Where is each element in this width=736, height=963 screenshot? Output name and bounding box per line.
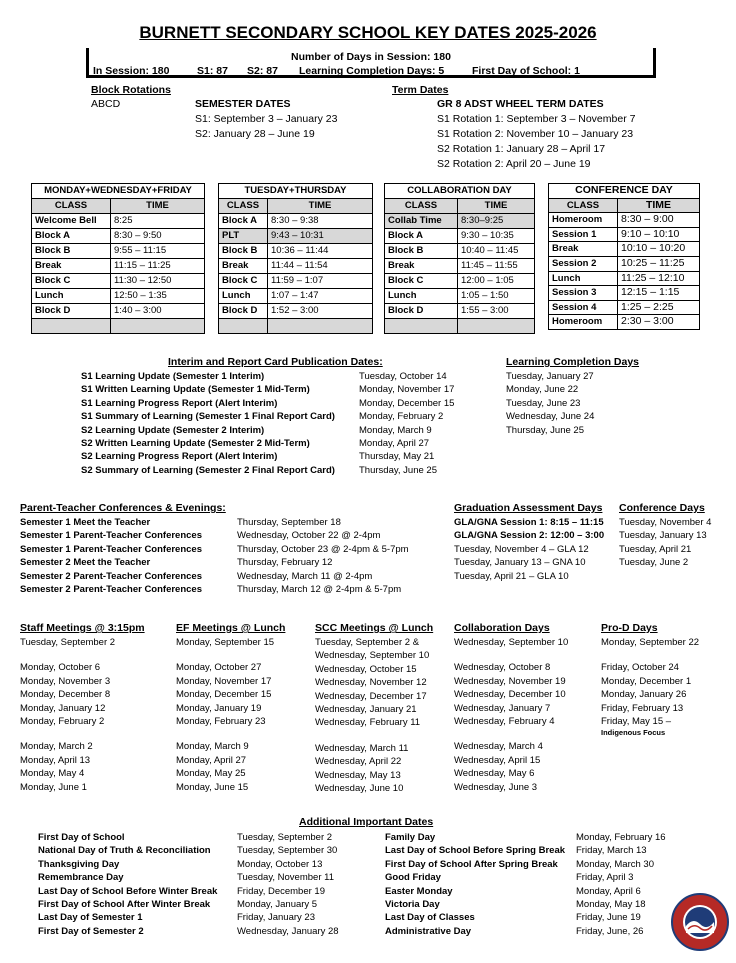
list-item: Tuesday, April 21 – GLA 10 xyxy=(454,570,569,582)
interim-date: Monday, February 2 xyxy=(359,411,444,423)
interim-date: Monday, December 15 xyxy=(359,397,455,409)
time-header: TIME xyxy=(458,199,535,214)
list-item: GLA/GNA Session 1: 8:15 – 11:15 xyxy=(454,517,604,528)
additional-header: Additional Important Dates xyxy=(299,816,434,828)
time-header: TIME xyxy=(268,199,373,214)
schedule-title: COLLABORATION DAY xyxy=(385,184,535,199)
ptc-date: Wednesday, October 22 @ 2-4pm xyxy=(237,530,381,542)
time-header: TIME xyxy=(618,198,700,213)
class-cell: Block C xyxy=(32,274,111,289)
adst-header: GR 8 ADST WHEEL TERM DATES xyxy=(437,98,604,110)
empty-cell xyxy=(32,319,111,334)
s1-days: S1: 87 xyxy=(197,65,228,77)
event-label: Last Day of School Before Spring Break xyxy=(385,845,566,857)
schedule-title: TUESDAY+THURSDAY xyxy=(219,184,373,199)
event-label: Last Day of Semester 1 xyxy=(38,912,143,924)
list-item: Monday, May 4 xyxy=(20,768,85,780)
event-label: Last Day of School Before Winter Break xyxy=(38,885,218,897)
term-row: S2 Rotation 1: January 28 – April 17 xyxy=(437,143,606,155)
school-logo-icon xyxy=(671,893,729,951)
class-cell: PLT xyxy=(219,229,268,244)
schedule-conference xyxy=(548,183,700,330)
list-item: Monday, June 1 xyxy=(20,781,87,793)
time-cell: 11:30 – 12:50 xyxy=(111,274,205,289)
list-item: Tuesday, April 21 xyxy=(619,543,692,555)
schedule-tt xyxy=(218,183,373,334)
list-item: Wednesday, May 13 xyxy=(315,769,401,781)
class-cell: Block D xyxy=(219,304,268,319)
list-item: Wednesday, June 10 xyxy=(315,782,404,794)
list-item: Monday, September 22 xyxy=(601,637,700,648)
event-label: Victoria Day xyxy=(385,898,440,910)
list-item: Monday, April 27 xyxy=(176,754,247,766)
list-item: Tuesday, January 27 xyxy=(506,371,594,382)
conference-days-header: Conference Days xyxy=(619,502,705,514)
class-header: CLASS xyxy=(219,199,268,214)
class-cell: Homeroom xyxy=(549,315,618,330)
scc-list xyxy=(315,636,429,795)
list-item: Tuesday, June 23 xyxy=(506,397,581,409)
additional-right-labels xyxy=(385,831,565,938)
event-date: Friday, June 19 xyxy=(576,912,641,924)
first-day-count: First Day of School: 1 xyxy=(472,65,580,77)
list-item: Wednesday, March 4 xyxy=(454,741,543,753)
empty-cell xyxy=(219,319,268,334)
class-cell: Break xyxy=(549,242,618,257)
list-item: Wednesday, November 12 xyxy=(315,677,427,689)
empty-cell xyxy=(458,319,535,334)
event-date: Wednesday, January 28 xyxy=(237,925,339,937)
list-item: Tuesday, September 2 & xyxy=(315,637,420,648)
interim-date: Monday, November 17 xyxy=(359,384,455,396)
interim-label: S1 Summary of Learning (Semester 1 Final Report Card) xyxy=(81,411,335,423)
additional-right-dates xyxy=(576,831,666,938)
interim-date: Monday, April 27 xyxy=(359,437,430,449)
event-label: First Day of School xyxy=(38,832,125,843)
session-summary-box xyxy=(86,48,656,78)
time-cell: 12:15 – 1:15 xyxy=(618,286,700,301)
list-item: Monday, December 15 xyxy=(176,689,272,701)
list-item: Monday, April 13 xyxy=(20,754,91,766)
event-date: Monday, February 16 xyxy=(576,832,666,843)
ptc-date: Wednesday, March 11 @ 2-4pm xyxy=(237,570,373,582)
list-item: Wednesday, January 7 xyxy=(454,702,551,714)
time-cell: 1:25 – 2:25 xyxy=(618,300,700,315)
list-item: Wednesday, October 8 xyxy=(454,662,551,674)
in-session: In Session: 180 xyxy=(93,65,170,77)
ptc-label: Semester 2 Parent-Teacher Conferences xyxy=(20,570,202,582)
class-cell: Lunch xyxy=(219,289,268,304)
list-item: Wednesday, June 24 xyxy=(506,411,595,423)
class-cell: Welcome Bell xyxy=(32,214,111,229)
staff-list xyxy=(20,636,115,794)
time-cell: 12:50 – 1:35 xyxy=(111,289,205,304)
interim-label: S2 Summary of Learning (Semester 2 Final Report Card) xyxy=(81,464,335,476)
empty-cell xyxy=(385,319,458,334)
ptc-date: Thursday, October 23 @ 2-4pm & 5-7pm xyxy=(237,543,409,555)
time-cell: 11:59 – 1:07 xyxy=(268,274,373,289)
event-date: Tuesday, November 11 xyxy=(237,872,334,884)
list-item: Wednesday, June 3 xyxy=(454,781,538,793)
additional-left-labels xyxy=(38,831,217,938)
ef-header: EF Meetings @ Lunch xyxy=(176,622,286,634)
time-cell: 8:30 – 9:38 xyxy=(268,214,373,229)
ptc-label: Semester 2 Meet the Teacher xyxy=(20,557,151,569)
class-cell: Block D xyxy=(385,304,458,319)
class-cell: Block B xyxy=(32,244,111,259)
time-cell: 9:30 – 10:35 xyxy=(458,229,535,244)
time-cell: 10:25 – 11:25 xyxy=(618,256,700,271)
time-header: TIME xyxy=(111,199,205,214)
class-cell: Lunch xyxy=(32,289,111,304)
class-cell: Break xyxy=(219,259,268,274)
list-item: Monday, February 2 xyxy=(20,715,105,727)
days-in-session: Number of Days in Session: 180 xyxy=(291,51,451,63)
interim-date: Monday, March 9 xyxy=(359,424,432,436)
event-date: Friday, December 19 xyxy=(237,885,325,897)
block-rotations-value: ABCD xyxy=(91,98,121,110)
class-header: CLASS xyxy=(385,199,458,214)
list-item: Wednesday, March 11 xyxy=(315,742,409,754)
list-item: Monday, January 12 xyxy=(20,702,106,714)
class-cell: Block A xyxy=(219,214,268,229)
schedule-title: MONDAY+WEDNESDAY+FRIDAY xyxy=(32,184,205,199)
event-label: Family Day xyxy=(385,832,436,843)
event-date: Tuesday, September 2 xyxy=(237,832,333,843)
list-item: Monday, October 27 xyxy=(176,662,262,674)
event-date: Monday, May 18 xyxy=(576,898,646,910)
time-cell: 10:40 – 11:45 xyxy=(458,244,535,259)
semester-2-dates: S2: January 28 – June 19 xyxy=(195,128,315,140)
interim-label: S1 Written Learning Update (Semester 1 Mid-Term) xyxy=(81,384,310,396)
list-item: Thursday, June 25 xyxy=(506,424,584,436)
class-cell: Block A xyxy=(32,229,111,244)
list-item: Wednesday, May 6 xyxy=(454,768,535,780)
time-cell: 11:15 – 11:25 xyxy=(111,259,205,274)
block-rotations-header: Block Rotations xyxy=(91,84,171,96)
conference-days-list xyxy=(619,516,711,570)
time-cell: 10:10 – 10:20 xyxy=(618,242,700,257)
time-cell: 8:30 – 9:50 xyxy=(111,229,205,244)
class-cell: Block A xyxy=(385,229,458,244)
list-item: GLA/GNA Session 2: 12:00 – 3:00 xyxy=(454,530,605,542)
semester-1-dates: S1: September 3 – January 23 xyxy=(195,113,338,125)
prod-header: Pro-D Days xyxy=(601,622,658,634)
s2-days: S2: 87 xyxy=(247,65,278,77)
event-label: First Day of School After Winter Break xyxy=(38,898,211,910)
class-cell: Session 3 xyxy=(549,286,618,301)
ptc-date: Thursday, March 12 @ 2-4pm & 5-7pm xyxy=(237,583,402,595)
interim-label: S1 Learning Update (Semester 1 Interim) xyxy=(81,371,265,382)
list-item: Wednesday, April 15 xyxy=(454,754,541,766)
event-label: Administrative Day xyxy=(385,925,472,937)
time-cell: 12:00 – 1:05 xyxy=(458,274,535,289)
scc-header: SCC Meetings @ Lunch xyxy=(315,622,434,634)
grad-header: Graduation Assessment Days xyxy=(454,502,603,514)
ptc-dates xyxy=(237,516,409,596)
interim-dates xyxy=(359,370,454,477)
time-cell: 8:30 – 9:00 xyxy=(618,213,700,228)
class-cell: Session 2 xyxy=(549,256,618,271)
ptc-header: Parent-Teacher Conferences & Evenings: xyxy=(20,502,226,514)
time-cell: 1:07 – 1:47 xyxy=(268,289,373,304)
list-item: Tuesday, November 4 xyxy=(619,517,712,528)
time-cell: 1:40 – 3:00 xyxy=(111,304,205,319)
ptc-label: Semester 1 Parent-Teacher Conferences xyxy=(20,530,202,542)
event-date: Monday, March 30 xyxy=(576,858,654,870)
time-cell: 9:10 – 10:10 xyxy=(618,227,700,242)
time-cell: 2:30 – 3:00 xyxy=(618,315,700,330)
list-item: Wednesday, December 17 xyxy=(315,690,427,702)
page-title: BURNETT SECONDARY SCHOOL KEY DATES 2025-2026 xyxy=(139,23,597,42)
list-item: Monday, February 23 xyxy=(176,715,266,727)
interim-label: S1 Learning Progress Report (Alert Interim) xyxy=(81,397,278,409)
list-item: Tuesday, June 2 xyxy=(619,557,689,569)
ptc-date: Thursday, September 18 xyxy=(237,517,341,528)
prod-note: Indigenous Focus xyxy=(601,728,666,738)
grad-list xyxy=(454,516,604,583)
list-item: Monday, January 26 xyxy=(601,689,687,701)
class-cell: Lunch xyxy=(549,271,618,286)
event-date: Friday, March 13 xyxy=(576,845,647,857)
list-item: Monday, November 3 xyxy=(20,675,111,687)
interim-label: S2 Learning Update (Semester 2 Interim) xyxy=(81,424,265,436)
event-label: First Day of Semester 2 xyxy=(38,925,144,937)
event-date: Tuesday, September 30 xyxy=(237,845,338,857)
list-item: Monday, November 17 xyxy=(176,675,272,687)
list-item: Wednesday, September 10 xyxy=(315,650,430,662)
list-item: Wednesday, December 10 xyxy=(454,689,566,701)
interim-labels xyxy=(81,370,335,477)
interim-date: Thursday, May 21 xyxy=(359,451,435,463)
event-date: Monday, October 13 xyxy=(237,858,323,870)
interim-date: Tuesday, October 14 xyxy=(359,371,447,382)
list-item: Monday, September 15 xyxy=(176,637,275,648)
collab-list xyxy=(454,636,568,794)
event-date: Friday, June, 26 xyxy=(576,925,644,937)
semester-dates-header: SEMESTER DATES xyxy=(195,98,291,110)
list-item: Friday, October 24 xyxy=(601,662,679,674)
interim-label: S2 Learning Progress Report (Alert Interim) xyxy=(81,451,278,463)
term-dates-header: Term Dates xyxy=(392,84,449,96)
schedule-title: CONFERENCE DAY xyxy=(549,184,700,199)
event-label: Easter Monday xyxy=(385,885,453,897)
list-item: Monday, October 6 xyxy=(20,662,101,674)
class-cell: Session 4 xyxy=(549,300,618,315)
class-cell: Break xyxy=(385,259,458,274)
interim-label: S2 Written Learning Update (Semester 2 Mid-Term) xyxy=(81,437,310,449)
time-cell: 11:25 – 12:10 xyxy=(618,271,700,286)
event-label: Remembrance Day xyxy=(38,872,124,884)
class-cell: Session 1 xyxy=(549,227,618,242)
event-date: Friday, January 23 xyxy=(237,912,315,924)
time-cell: 11:44 – 11:54 xyxy=(268,259,373,274)
time-cell: 8:25 xyxy=(111,214,205,229)
event-label: Good Friday xyxy=(385,872,441,884)
class-header: CLASS xyxy=(549,198,618,213)
additional-left-dates xyxy=(237,831,339,938)
ptc-labels xyxy=(20,516,202,596)
learning-completion-list xyxy=(506,370,594,437)
class-header: CLASS xyxy=(32,199,111,214)
list-item: Monday, January 19 xyxy=(176,702,262,714)
event-label: National Day of Truth & Reconciliation xyxy=(38,845,211,857)
collab-header: Collaboration Days xyxy=(454,622,550,634)
list-item: Monday, May 25 xyxy=(176,768,246,780)
event-label: Thanksgiving Day xyxy=(38,858,120,870)
term-row: S1 Rotation 1: September 3 – November 7 xyxy=(437,113,636,125)
time-cell: 10:36 – 11:44 xyxy=(268,244,373,259)
list-item: Wednesday, April 22 xyxy=(315,756,402,768)
list-item: Wednesday, February 11 xyxy=(315,717,421,729)
ef-list xyxy=(176,636,274,794)
list-item: Tuesday, January 13 xyxy=(619,530,707,542)
empty-cell xyxy=(111,319,205,334)
learning-completion-days: Learning Completion Days: 5 xyxy=(299,65,445,77)
list-item: Monday, June 15 xyxy=(176,781,249,793)
list-item: Tuesday, September 2 xyxy=(20,637,116,648)
class-cell: Block C xyxy=(219,274,268,289)
ptc-label: Semester 1 Parent-Teacher Conferences xyxy=(20,543,202,555)
interim-date: Thursday, June 25 xyxy=(359,464,437,476)
ptc-label: Semester 1 Meet the Teacher xyxy=(20,517,151,528)
time-cell: 9:55 – 11:15 xyxy=(111,244,205,259)
time-cell: 1:05 – 1:50 xyxy=(458,289,535,304)
list-item: Monday, December 8 xyxy=(20,689,111,701)
class-cell: Homeroom xyxy=(549,213,618,228)
list-item: Monday, June 22 xyxy=(506,384,579,396)
ptc-label: Semester 2 Parent-Teacher Conferences xyxy=(20,583,202,595)
ptc-date: Thursday, February 12 xyxy=(237,557,333,569)
list-item: Monday, March 9 xyxy=(176,741,249,753)
list-item: Friday, May 15 – xyxy=(601,715,672,727)
learning-completion-header: Learning Completion Days xyxy=(506,356,640,368)
event-date: Friday, April 3 xyxy=(576,872,634,884)
staff-header: Staff Meetings @ 3:15pm xyxy=(20,622,145,634)
term-row: S2 Rotation 2: April 20 – June 19 xyxy=(437,158,591,170)
time-cell: 1:55 – 3:00 xyxy=(458,304,535,319)
time-cell: 9:43 – 10:31 xyxy=(268,229,373,244)
list-item: Monday, March 2 xyxy=(20,741,93,753)
class-cell: Collab Time xyxy=(385,214,458,229)
class-cell: Block B xyxy=(385,244,458,259)
class-cell: Block D xyxy=(32,304,111,319)
event-date: Monday, April 6 xyxy=(576,885,641,897)
prod-list xyxy=(601,636,699,738)
list-item: Friday, February 13 xyxy=(601,702,684,714)
interim-header: Interim and Report Card Publication Dates: xyxy=(168,356,383,368)
time-cell: 11:45 – 11:55 xyxy=(458,259,535,274)
list-item: Wednesday, September 10 xyxy=(454,637,569,648)
list-item: Tuesday, November 4 – GLA 12 xyxy=(454,543,589,555)
empty-cell xyxy=(268,319,373,334)
class-cell: Lunch xyxy=(385,289,458,304)
list-item: Wednesday, November 19 xyxy=(454,675,566,687)
event-label: Last Day of Classes xyxy=(385,912,475,924)
class-cell: Block C xyxy=(385,274,458,289)
time-cell: 1:52 – 3:00 xyxy=(268,304,373,319)
schedule-mwf xyxy=(31,183,205,334)
time-cell: 8:30–9:25 xyxy=(458,214,535,229)
list-item: Wednesday, February 4 xyxy=(454,715,555,727)
event-label: First Day of School After Spring Break xyxy=(385,858,558,870)
list-item: Monday, December 1 xyxy=(601,675,692,687)
term-row: S1 Rotation 2: November 10 – January 23 xyxy=(437,128,634,140)
event-date: Monday, January 5 xyxy=(237,898,318,910)
schedule-collab xyxy=(384,183,535,334)
class-cell: Break xyxy=(32,259,111,274)
list-item: Wednesday, January 21 xyxy=(315,703,417,715)
class-cell: Block B xyxy=(219,244,268,259)
list-item: Tuesday, January 13 – GNA 10 xyxy=(454,557,586,569)
list-item: Wednesday, October 15 xyxy=(315,663,417,675)
